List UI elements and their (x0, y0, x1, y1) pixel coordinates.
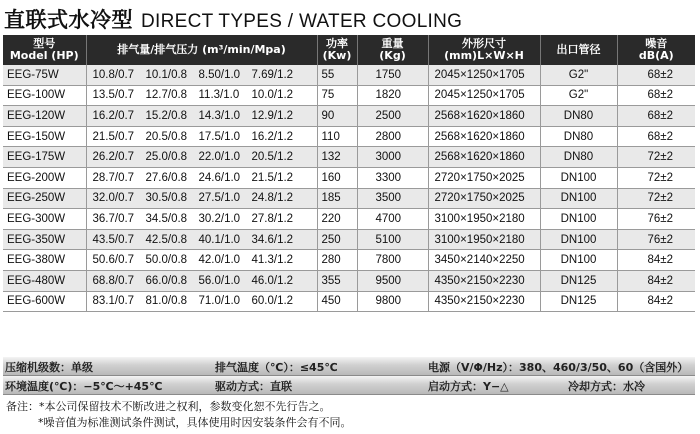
spec-ambient-temp: 环境温度(℃)：−5℃～+45℃ (5, 380, 163, 393)
pressure-value: 16.2/1.2 (251, 130, 294, 143)
pressure-value: 30.2/1.0 (198, 212, 241, 225)
cell-dimension: 2568×1620×1860 (428, 106, 540, 127)
pressure-value: 42.0/1.0 (198, 254, 241, 267)
col-header-dimension-unit: (mm)L×W×H (444, 49, 524, 62)
spec-drive: 驱动方式：直联 (215, 380, 292, 393)
cell-dimension: 4350×2150×2230 (428, 291, 540, 312)
pressure-value: 11.3/1.0 (198, 89, 240, 102)
cell-outlet: G2" (540, 85, 617, 106)
cell-noise: 84±2 (617, 250, 695, 271)
cell-pressure (86, 65, 317, 85)
pressure-value: 24.8/1.2 (251, 192, 294, 205)
cell-dimension: 2720×1750×2025 (428, 167, 540, 188)
cell-power: 90 (317, 106, 357, 127)
table-row (3, 250, 695, 271)
cell-power: 132 (317, 147, 357, 168)
spec-table (3, 35, 695, 312)
notes (6, 399, 352, 431)
col-header-model-cn: 型号 (33, 37, 56, 50)
pressure-value: 17.5/1.0 (198, 130, 241, 143)
cell-outlet: G2" (540, 65, 617, 85)
table-row (3, 270, 695, 291)
pressure-value: 13.5/0.7 (92, 89, 135, 102)
pressure-value: 26.2/0.7 (92, 151, 135, 164)
cell-outlet: DN80 (540, 126, 617, 147)
pressure-value: 50.6/0.7 (92, 254, 135, 267)
pressure-value: 40.1/1.0 (198, 233, 241, 246)
cell-dimension: 4350×2150×2230 (428, 270, 540, 291)
cell-model: EEG-300W (3, 209, 86, 230)
cell-model: EEG-380W (3, 250, 86, 271)
cell-weight: 4700 (357, 209, 428, 230)
table-row (3, 85, 695, 106)
cell-power: 355 (317, 270, 357, 291)
cell-noise: 76±2 (617, 229, 695, 250)
cell-noise: 68±2 (617, 85, 695, 106)
pressure-value: 7.69/1.2 (251, 68, 294, 81)
cell-dimension: 2720×1750×2025 (428, 188, 540, 209)
pressure-value: 20.5/1.2 (251, 151, 294, 164)
cell-pressure (86, 291, 317, 312)
cell-noise: 68±2 (617, 126, 695, 147)
cell-model: EEG-75W (3, 65, 86, 85)
cell-noise: 84±2 (617, 270, 695, 291)
pressure-value: 43.5/0.7 (92, 233, 135, 246)
spec-stages: 压缩机级数：单级 (5, 361, 93, 374)
pressure-value: 20.5/0.8 (145, 130, 188, 143)
cell-model: EEG-200W (3, 167, 86, 188)
pressure-value: 42.5/0.8 (145, 233, 188, 246)
col-header-noise-unit: dB(A) (638, 49, 674, 62)
cell-outlet: DN100 (540, 188, 617, 209)
table-body (3, 65, 695, 312)
table-row (3, 167, 695, 188)
cell-noise: 72±2 (617, 167, 695, 188)
table-row (3, 65, 695, 85)
cell-power: 220 (317, 209, 357, 230)
title-row (4, 4, 462, 32)
cell-outlet: DN100 (540, 209, 617, 230)
title-chinese: 直联式水冷型 (4, 8, 133, 32)
cell-noise: 76±2 (617, 209, 695, 230)
cell-pressure (86, 106, 317, 127)
cell-power: 110 (317, 126, 357, 147)
title-english: DIRECT TYPES / WATER COOLING (141, 11, 463, 32)
cell-weight: 7800 (357, 250, 428, 271)
pressure-value: 32.0/0.7 (92, 192, 135, 205)
col-header-weight-unit: (Kg) (379, 49, 406, 62)
pressure-value: 46.0/1.2 (251, 274, 294, 287)
cell-model: EEG-600W (3, 291, 86, 312)
cell-model: EEG-480W (3, 270, 86, 291)
col-header-weight (357, 35, 428, 65)
cell-power: 160 (317, 167, 357, 188)
col-header-dimension (428, 35, 540, 65)
cell-power: 75 (317, 85, 357, 106)
pressure-value: 28.7/0.7 (92, 171, 135, 184)
cell-weight: 2800 (357, 126, 428, 147)
pressure-value: 41.3/1.2 (251, 254, 294, 267)
pressure-value: 56.0/1.0 (198, 274, 241, 287)
col-header-dimension-cn: 外形尺寸 (462, 37, 506, 50)
pressure-value: 27.6/0.8 (145, 171, 188, 184)
cell-model: EEG-100W (3, 85, 86, 106)
cell-dimension: 3100×1950×2180 (428, 209, 540, 230)
cell-dimension: 2045×1250×1705 (428, 85, 540, 106)
pressure-value: 21.5/1.2 (251, 171, 294, 184)
cell-model: EEG-150W (3, 126, 86, 147)
col-header-model (3, 35, 86, 65)
pressure-value: 71.0/1.0 (198, 295, 241, 308)
pressure-value: 10.0/1.2 (251, 89, 294, 102)
cell-outlet: DN100 (540, 229, 617, 250)
cell-outlet: DN100 (540, 250, 617, 271)
col-header-power (317, 35, 357, 65)
pressure-value: 25.0/0.8 (145, 151, 188, 164)
spec-band-1 (3, 357, 695, 376)
cell-weight: 1750 (357, 65, 428, 85)
cell-pressure (86, 209, 317, 230)
pressure-value: 22.0/1.0 (198, 151, 241, 164)
table-row (3, 147, 695, 168)
pressure-value: 8.50/1.0 (198, 68, 241, 81)
cell-noise: 72±2 (617, 147, 695, 168)
pressure-value: 14.3/1.0 (198, 109, 241, 122)
cell-model: EEG-350W (3, 229, 86, 250)
col-header-noise-cn: 噪音 (645, 37, 668, 50)
cell-weight: 3300 (357, 167, 428, 188)
table-row (3, 209, 695, 230)
cell-pressure (86, 229, 317, 250)
col-header-pressure (86, 35, 317, 65)
col-header-pressure-label: 排气量/排气压力 (m³/min/Mpa) (117, 43, 286, 56)
cell-pressure (86, 250, 317, 271)
pressure-value: 50.0/0.8 (145, 254, 188, 267)
cell-weight: 9800 (357, 291, 428, 312)
table-row (3, 291, 695, 312)
cell-noise: 68±2 (617, 106, 695, 127)
col-header-weight-cn: 重量 (381, 37, 404, 50)
cell-weight: 5100 (357, 229, 428, 250)
table-row (3, 106, 695, 127)
pressure-value: 27.5/1.0 (198, 192, 241, 205)
cell-pressure (86, 147, 317, 168)
col-header-outlet-label: 出口管径 (556, 43, 601, 56)
pressure-value: 30.5/0.8 (145, 192, 188, 205)
pressure-value: 27.8/1.2 (251, 212, 294, 225)
pressure-value: 68.8/0.7 (92, 274, 135, 287)
cell-pressure (86, 126, 317, 147)
cell-outlet: DN100 (540, 167, 617, 188)
cell-dimension: 3450×2140×2250 (428, 250, 540, 271)
pressure-value: 21.5/0.7 (92, 130, 135, 143)
table-row (3, 126, 695, 147)
col-header-outlet (540, 35, 617, 65)
cell-outlet: DN80 (540, 147, 617, 168)
cell-pressure (86, 85, 317, 106)
pressure-value: 10.8/0.7 (92, 68, 135, 81)
cell-outlet: DN125 (540, 291, 617, 312)
col-header-power-unit: (Kw) (322, 49, 352, 62)
cell-power: 450 (317, 291, 357, 312)
pressure-value: 81.0/0.8 (145, 295, 188, 308)
cell-power: 280 (317, 250, 357, 271)
cell-pressure (86, 270, 317, 291)
pressure-value: 10.1/0.8 (145, 68, 188, 81)
spec-start: 启动方式：Y−△ (428, 380, 509, 393)
pressure-value: 24.6/1.0 (198, 171, 241, 184)
pressure-value: 60.0/1.2 (251, 295, 294, 308)
spec-power-supply: 电源（V/Φ/Hz）：380、460/3/50、60（含国外） (428, 361, 689, 374)
cell-outlet: DN125 (540, 270, 617, 291)
pressure-value: 12.9/1.2 (251, 109, 294, 122)
pressure-value: 34.5/0.8 (145, 212, 188, 225)
cell-model: EEG-120W (3, 106, 86, 127)
table-row (3, 188, 695, 209)
col-header-power-cn: 功率 (326, 37, 348, 50)
cell-model: EEG-175W (3, 147, 86, 168)
cell-pressure (86, 167, 317, 188)
pressure-value: 66.0/0.8 (145, 274, 188, 287)
pressure-value: 12.7/0.8 (145, 89, 188, 102)
cell-model: EEG-250W (3, 188, 86, 209)
cell-noise: 72±2 (617, 188, 695, 209)
cell-dimension: 2568×1620×1860 (428, 147, 540, 168)
cell-weight: 3500 (357, 188, 428, 209)
pressure-value: 15.2/0.8 (145, 109, 188, 122)
cell-weight: 3000 (357, 147, 428, 168)
spec-cooling: 冷却方式：水冷 (568, 380, 645, 393)
cell-pressure (86, 188, 317, 209)
cell-noise: 84±2 (617, 291, 695, 312)
cell-power: 185 (317, 188, 357, 209)
pressure-value: 16.2/0.7 (92, 109, 135, 122)
cell-power: 55 (317, 65, 357, 85)
col-header-noise (617, 35, 695, 65)
cell-dimension: 3100×1950×2180 (428, 229, 540, 250)
cell-weight: 2500 (357, 106, 428, 127)
table-header-row (3, 35, 695, 65)
col-header-model-en: Model (HP) (9, 49, 79, 62)
cell-weight: 1820 (357, 85, 428, 106)
note-line-2: *噪音值为标准测试条件测试，具体使用时因安装条件会有不同。 (38, 416, 352, 429)
cell-dimension: 2045×1250×1705 (428, 65, 540, 85)
table-row (3, 229, 695, 250)
pressure-value: 36.7/0.7 (92, 212, 135, 225)
pressure-value: 34.6/1.2 (251, 233, 294, 246)
spec-band-2 (3, 376, 695, 395)
cell-outlet: DN80 (540, 106, 617, 127)
cell-weight: 9500 (357, 270, 428, 291)
spec-exhaust-temp: 排气温度（℃）：≤45℃ (215, 361, 338, 374)
cell-dimension: 2568×1620×1860 (428, 126, 540, 147)
cell-noise: 68±2 (617, 65, 695, 85)
note-line-1: 备注：*本公司保留技术不断改进之权利，参数变化恕不先行告之。 (6, 400, 331, 413)
pressure-value: 83.1/0.7 (92, 295, 135, 308)
cell-power: 250 (317, 229, 357, 250)
